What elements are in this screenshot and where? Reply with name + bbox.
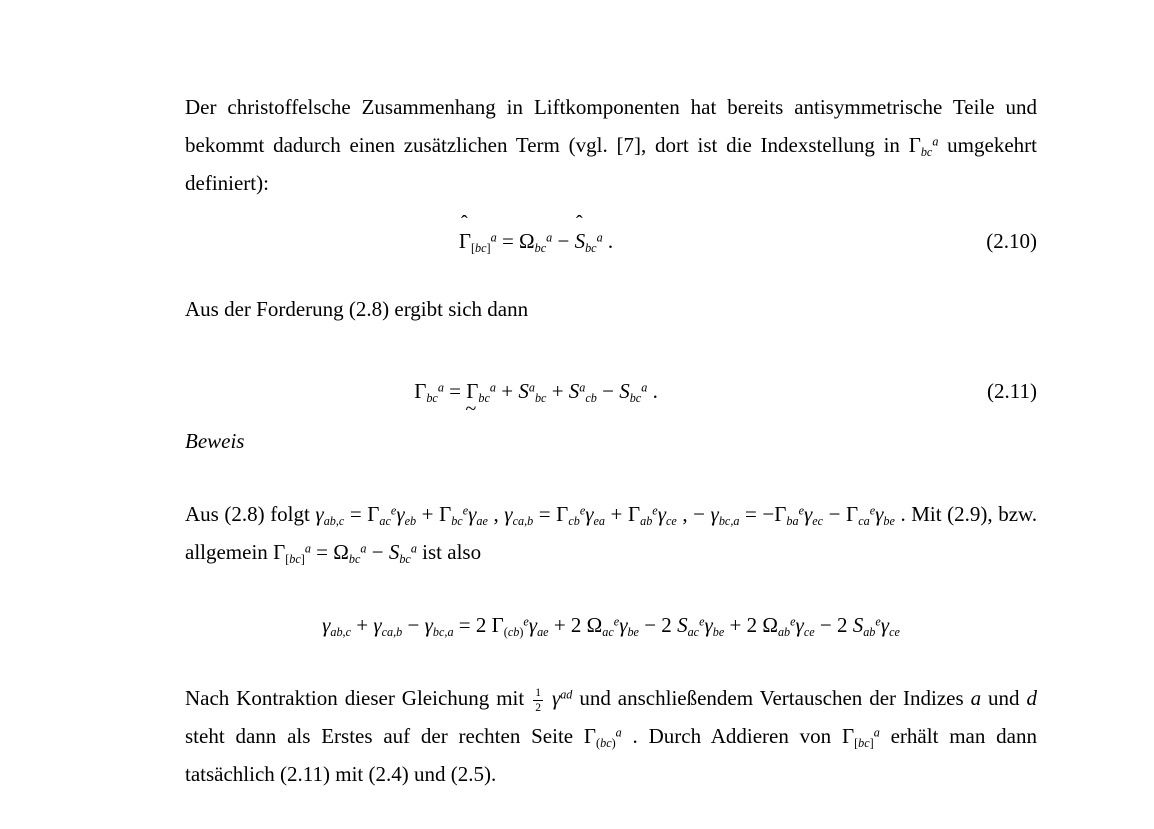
math-variable: e: [699, 614, 705, 629]
subscript: [812, 514, 823, 528]
math-variable: ca: [512, 513, 525, 528]
math-variable: ac: [687, 624, 700, 639]
text-run: ist also: [416, 540, 482, 564]
math-variable: e: [523, 614, 529, 629]
text-run: Der christoffelsche Zusammenhang in Liftkomponenten hat bereits antisymmetrische Teile und bekommt dadurch einen zusätzlichen Term (vgl. [7], dort ist die Indexstellung in: [185, 95, 1037, 157]
subscript: [666, 514, 677, 528]
subscript: [471, 241, 491, 255]
superscript: [560, 687, 572, 701]
math-symbol: + Γ: [605, 502, 641, 526]
subscript: [719, 514, 740, 528]
math-symbol: = Ω: [496, 229, 535, 253]
math-variable: γ: [468, 502, 477, 526]
hat-accent: ˆ: [575, 212, 583, 235]
subscript: [349, 552, 361, 566]
math-variable: γ: [880, 613, 890, 637]
math-variable: ac: [379, 513, 391, 528]
subscript: [426, 391, 438, 405]
math-variable: S: [619, 379, 630, 403]
content-column: [185, 88, 1037, 793]
math-variable: S: [677, 613, 688, 637]
math-variable: e: [462, 503, 469, 518]
inline-math: [971, 686, 982, 710]
math-symbol: ]: [869, 735, 874, 750]
subscript: [399, 552, 411, 566]
math-symbol: .: [602, 229, 614, 253]
subscript: [688, 625, 700, 639]
math-variable: eb: [404, 513, 417, 528]
para-nach: [185, 679, 1037, 793]
math-variable: ac: [602, 624, 614, 639]
math-variable: bc: [858, 735, 870, 750]
text-run: erhält man dann tatsächlich (2.11) mit (2.4) und (2.5).: [185, 724, 1037, 786]
math-variable: ab: [777, 624, 791, 639]
subscript: [854, 736, 874, 750]
subscript: [883, 514, 895, 528]
subscript: [804, 625, 815, 639]
math-variable: γ: [396, 502, 405, 526]
math-variable: ae: [537, 624, 549, 639]
math-symbol: =: [443, 379, 467, 403]
math-variable: γ: [804, 502, 813, 526]
eq-210: [185, 212, 1037, 260]
math-symbol: Γ: [908, 133, 921, 157]
equation-body: [185, 606, 1037, 644]
math-variable: γ: [704, 613, 713, 637]
math-variable: a: [489, 380, 496, 395]
math-variable: bc: [348, 551, 361, 566]
math-variable: a: [596, 230, 603, 245]
math-variable: bc: [585, 240, 597, 255]
math-variable: S: [574, 229, 586, 253]
math-variable: bc: [534, 240, 547, 255]
math-variable: e: [652, 503, 658, 518]
subscript: [324, 514, 345, 528]
subscript: [478, 391, 490, 405]
equation-body: [185, 372, 887, 421]
math-variable: bc: [534, 390, 547, 405]
inline-math: [315, 502, 894, 526]
math-variable: a: [447, 624, 454, 639]
math-variable: γ: [795, 613, 804, 637]
math-symbol: − 2: [814, 613, 853, 637]
hat-accent: ˆ: [460, 212, 468, 235]
eq-gamma: [185, 606, 1037, 644]
fraction-denominator: 2: [535, 701, 541, 714]
text-run: steht dann als Erstes auf der rechten Seite: [185, 724, 584, 748]
inline-math: [584, 724, 622, 748]
math-variable: ea: [593, 513, 605, 528]
math-variable: a: [579, 380, 586, 395]
math-symbol: [: [470, 240, 476, 255]
math-variable: a: [490, 230, 497, 245]
math-symbol: ,: [524, 513, 528, 528]
math-variable: bc: [718, 513, 731, 528]
math-variable: S: [568, 379, 580, 403]
math-variable: e: [798, 503, 804, 518]
math-symbol: ): [611, 735, 616, 750]
math-variable: bc: [475, 240, 487, 255]
math-symbol: ,: [393, 624, 397, 639]
math-variable: bc: [432, 624, 445, 639]
math-symbol: − 2: [638, 613, 678, 637]
math-variable: γ: [551, 686, 561, 710]
math-symbol: , −: [676, 502, 711, 526]
para-intro: [185, 88, 1037, 202]
math-symbol: + Γ: [416, 502, 452, 526]
math-variable: b: [527, 513, 534, 528]
math-symbol: ]: [300, 551, 305, 566]
subscript: [535, 241, 547, 255]
math-variable: a: [410, 541, 417, 556]
math-symbol: (: [503, 624, 508, 639]
subscript: [921, 145, 933, 159]
para-forderung: [185, 290, 1037, 328]
math-variable: a: [528, 380, 535, 395]
math-symbol: − Γ: [823, 502, 859, 526]
math-symbol: Γ: [414, 379, 427, 403]
subscript: [537, 625, 549, 639]
subscript: [451, 514, 463, 528]
math-variable: c: [345, 624, 351, 639]
inline-math: [842, 724, 880, 748]
eq-211: [185, 372, 1037, 421]
subscript: [382, 625, 403, 639]
text-run: und anschließendem Vertauschen der Indizes: [572, 686, 971, 710]
math-variable: S: [388, 540, 400, 564]
fraction-numerator: 1: [533, 687, 543, 701]
text-run: . Durch Addieren von: [621, 724, 842, 748]
math-variable: be: [883, 513, 895, 528]
para-beweis: [185, 422, 1037, 460]
math-variable: a: [932, 134, 939, 149]
subscript: [858, 514, 870, 528]
subscript: [640, 514, 652, 528]
equation-body: [185, 212, 887, 260]
subscript: [602, 625, 614, 639]
fraction: [533, 687, 543, 714]
math-symbol: Γ: [273, 540, 286, 564]
subscript: [379, 514, 391, 528]
math-variable: ce: [803, 624, 815, 639]
text-run: Nach Kontraktion dieser Gleichung mit: [185, 686, 532, 710]
subscript: [630, 391, 642, 405]
math-variable: γ: [373, 613, 382, 637]
math-symbol: = Γ: [533, 502, 569, 526]
subscript: [863, 625, 875, 639]
hat-accented-symbol: [574, 212, 586, 260]
math-variable: bc: [478, 390, 490, 405]
math-symbol: = −Γ: [739, 502, 787, 526]
math-variable: a: [733, 513, 740, 528]
math-variable: be: [712, 624, 725, 639]
math-symbol: ,: [335, 513, 339, 528]
math-symbol: .: [647, 379, 658, 403]
math-variable: ae: [476, 513, 488, 528]
text-run: Aus der Forderung (2.8) ergibt sich dann: [185, 297, 529, 321]
math-symbol: Γ: [466, 379, 479, 403]
math-variable: e: [869, 503, 876, 518]
math-variable: γ: [657, 502, 666, 526]
equation-number: (2.11): [987, 379, 1037, 403]
math-variable: γ: [504, 502, 513, 526]
subscript: [596, 736, 616, 750]
math-variable: be: [627, 624, 639, 639]
math-symbol: −: [366, 540, 389, 564]
inline-math: [531, 686, 573, 714]
text-run: Aus (2.8) folgt: [185, 502, 316, 526]
subscript: [285, 552, 305, 566]
math-variable: a: [615, 725, 622, 740]
math-variable: γ: [322, 613, 331, 637]
math-symbol: = 2 Γ: [453, 613, 504, 637]
subscript: [568, 514, 580, 528]
math-variable: bc: [426, 390, 438, 405]
math-symbol: −: [402, 613, 425, 637]
math-symbol: ]: [486, 240, 491, 255]
math-variable: ad: [560, 687, 573, 702]
math-variable: S: [852, 613, 864, 637]
math-variable: ab: [863, 624, 876, 639]
math-symbol: −: [552, 229, 575, 253]
math-variable: e: [875, 614, 881, 629]
subscript: [627, 625, 639, 639]
math-variable: γ: [315, 502, 324, 526]
math-variable: γ: [710, 502, 719, 526]
subscript: [433, 625, 454, 639]
math-variable: a: [546, 230, 553, 245]
math-variable: d: [1026, 686, 1038, 710]
math-symbol: ,: [342, 624, 346, 639]
subscript: [504, 625, 524, 639]
math-variable: ca: [858, 513, 870, 528]
math-variable: e: [579, 503, 586, 518]
subscript: [713, 625, 725, 639]
inline-math: [273, 540, 417, 564]
math-symbol: Γ: [841, 724, 855, 748]
math-symbol: ): [519, 624, 524, 639]
math-variable: S: [518, 379, 529, 403]
math-symbol: [: [285, 551, 290, 566]
subscript: [585, 241, 597, 255]
math-symbol: ,: [444, 624, 448, 639]
math-symbol: (: [596, 735, 601, 750]
math-symbol: + 2 Ω: [724, 613, 778, 637]
math-variable: bc: [629, 390, 642, 405]
tilde-accent: ~: [465, 398, 477, 421]
equation-number: (2.10): [986, 229, 1037, 253]
math-variable: a: [873, 725, 880, 740]
math-variable: γ: [619, 613, 628, 637]
math-symbol: +: [351, 613, 374, 637]
subscript: [786, 514, 798, 528]
math-variable: a: [437, 380, 444, 395]
math-variable: cb: [507, 624, 520, 639]
undertilde-symbol: [465, 372, 479, 421]
math-variable: c: [338, 513, 345, 528]
math-symbol: +: [546, 379, 569, 403]
subscript: [594, 514, 606, 528]
math-symbol: [545, 686, 552, 710]
math-variable: ab: [323, 513, 336, 528]
math-symbol: ,: [730, 513, 734, 528]
math-variable: cb: [568, 513, 580, 528]
subscript: [476, 514, 488, 528]
math-symbol: = Ω: [310, 540, 349, 564]
math-variable: cb: [585, 390, 597, 405]
math-variable: ce: [665, 513, 677, 528]
math-variable: e: [613, 614, 620, 629]
subscript: [405, 514, 417, 528]
math-symbol: ,: [487, 502, 505, 526]
math-symbol: = Γ: [344, 502, 380, 526]
subscript: [585, 391, 597, 405]
inline-math: [909, 133, 939, 157]
math-variable: ba: [786, 513, 799, 528]
math-symbol: [: [854, 735, 859, 750]
math-variable: b: [396, 624, 403, 639]
math-variable: bc: [451, 513, 463, 528]
math-variable: bc: [289, 551, 301, 566]
subscript: [889, 625, 900, 639]
math-variable: ec: [812, 513, 824, 528]
math-variable: bc: [600, 735, 612, 750]
subscript: [513, 514, 534, 528]
math-symbol: +: [496, 379, 519, 403]
text-run: . Mit (2.9), bzw. allgemein: [185, 502, 1038, 564]
inline-math: [1027, 686, 1038, 710]
hat-accented-symbol: [458, 212, 471, 260]
text-run: umgekehrt definiert):: [185, 133, 1037, 195]
subscript: [330, 625, 351, 639]
text-run: Beweis: [185, 429, 245, 453]
math-variable: a: [304, 541, 311, 556]
math-symbol: + 2 Ω: [548, 613, 603, 637]
math-variable: γ: [424, 613, 433, 637]
para-aus28: [185, 495, 1037, 571]
math-variable: a: [360, 541, 367, 556]
math-variable: a: [970, 686, 982, 710]
math-variable: ab: [330, 624, 343, 639]
math-symbol: Γ: [458, 229, 471, 253]
math-variable: γ: [528, 613, 538, 637]
math-variable: e: [390, 503, 397, 518]
math-variable: ca: [381, 624, 394, 639]
text-run: und: [981, 686, 1027, 710]
subscript: [778, 625, 790, 639]
math-variable: ce: [889, 624, 900, 639]
math-symbol: −: [596, 379, 620, 403]
math-variable: bc: [399, 551, 411, 566]
math-variable: bc: [920, 144, 933, 159]
math-variable: γ: [585, 502, 594, 526]
subscript: [535, 391, 547, 405]
math-variable: e: [790, 614, 796, 629]
math-symbol: Γ: [583, 724, 597, 748]
math-variable: a: [641, 380, 648, 395]
math-variable: ab: [640, 513, 653, 528]
math-variable: γ: [875, 502, 884, 526]
